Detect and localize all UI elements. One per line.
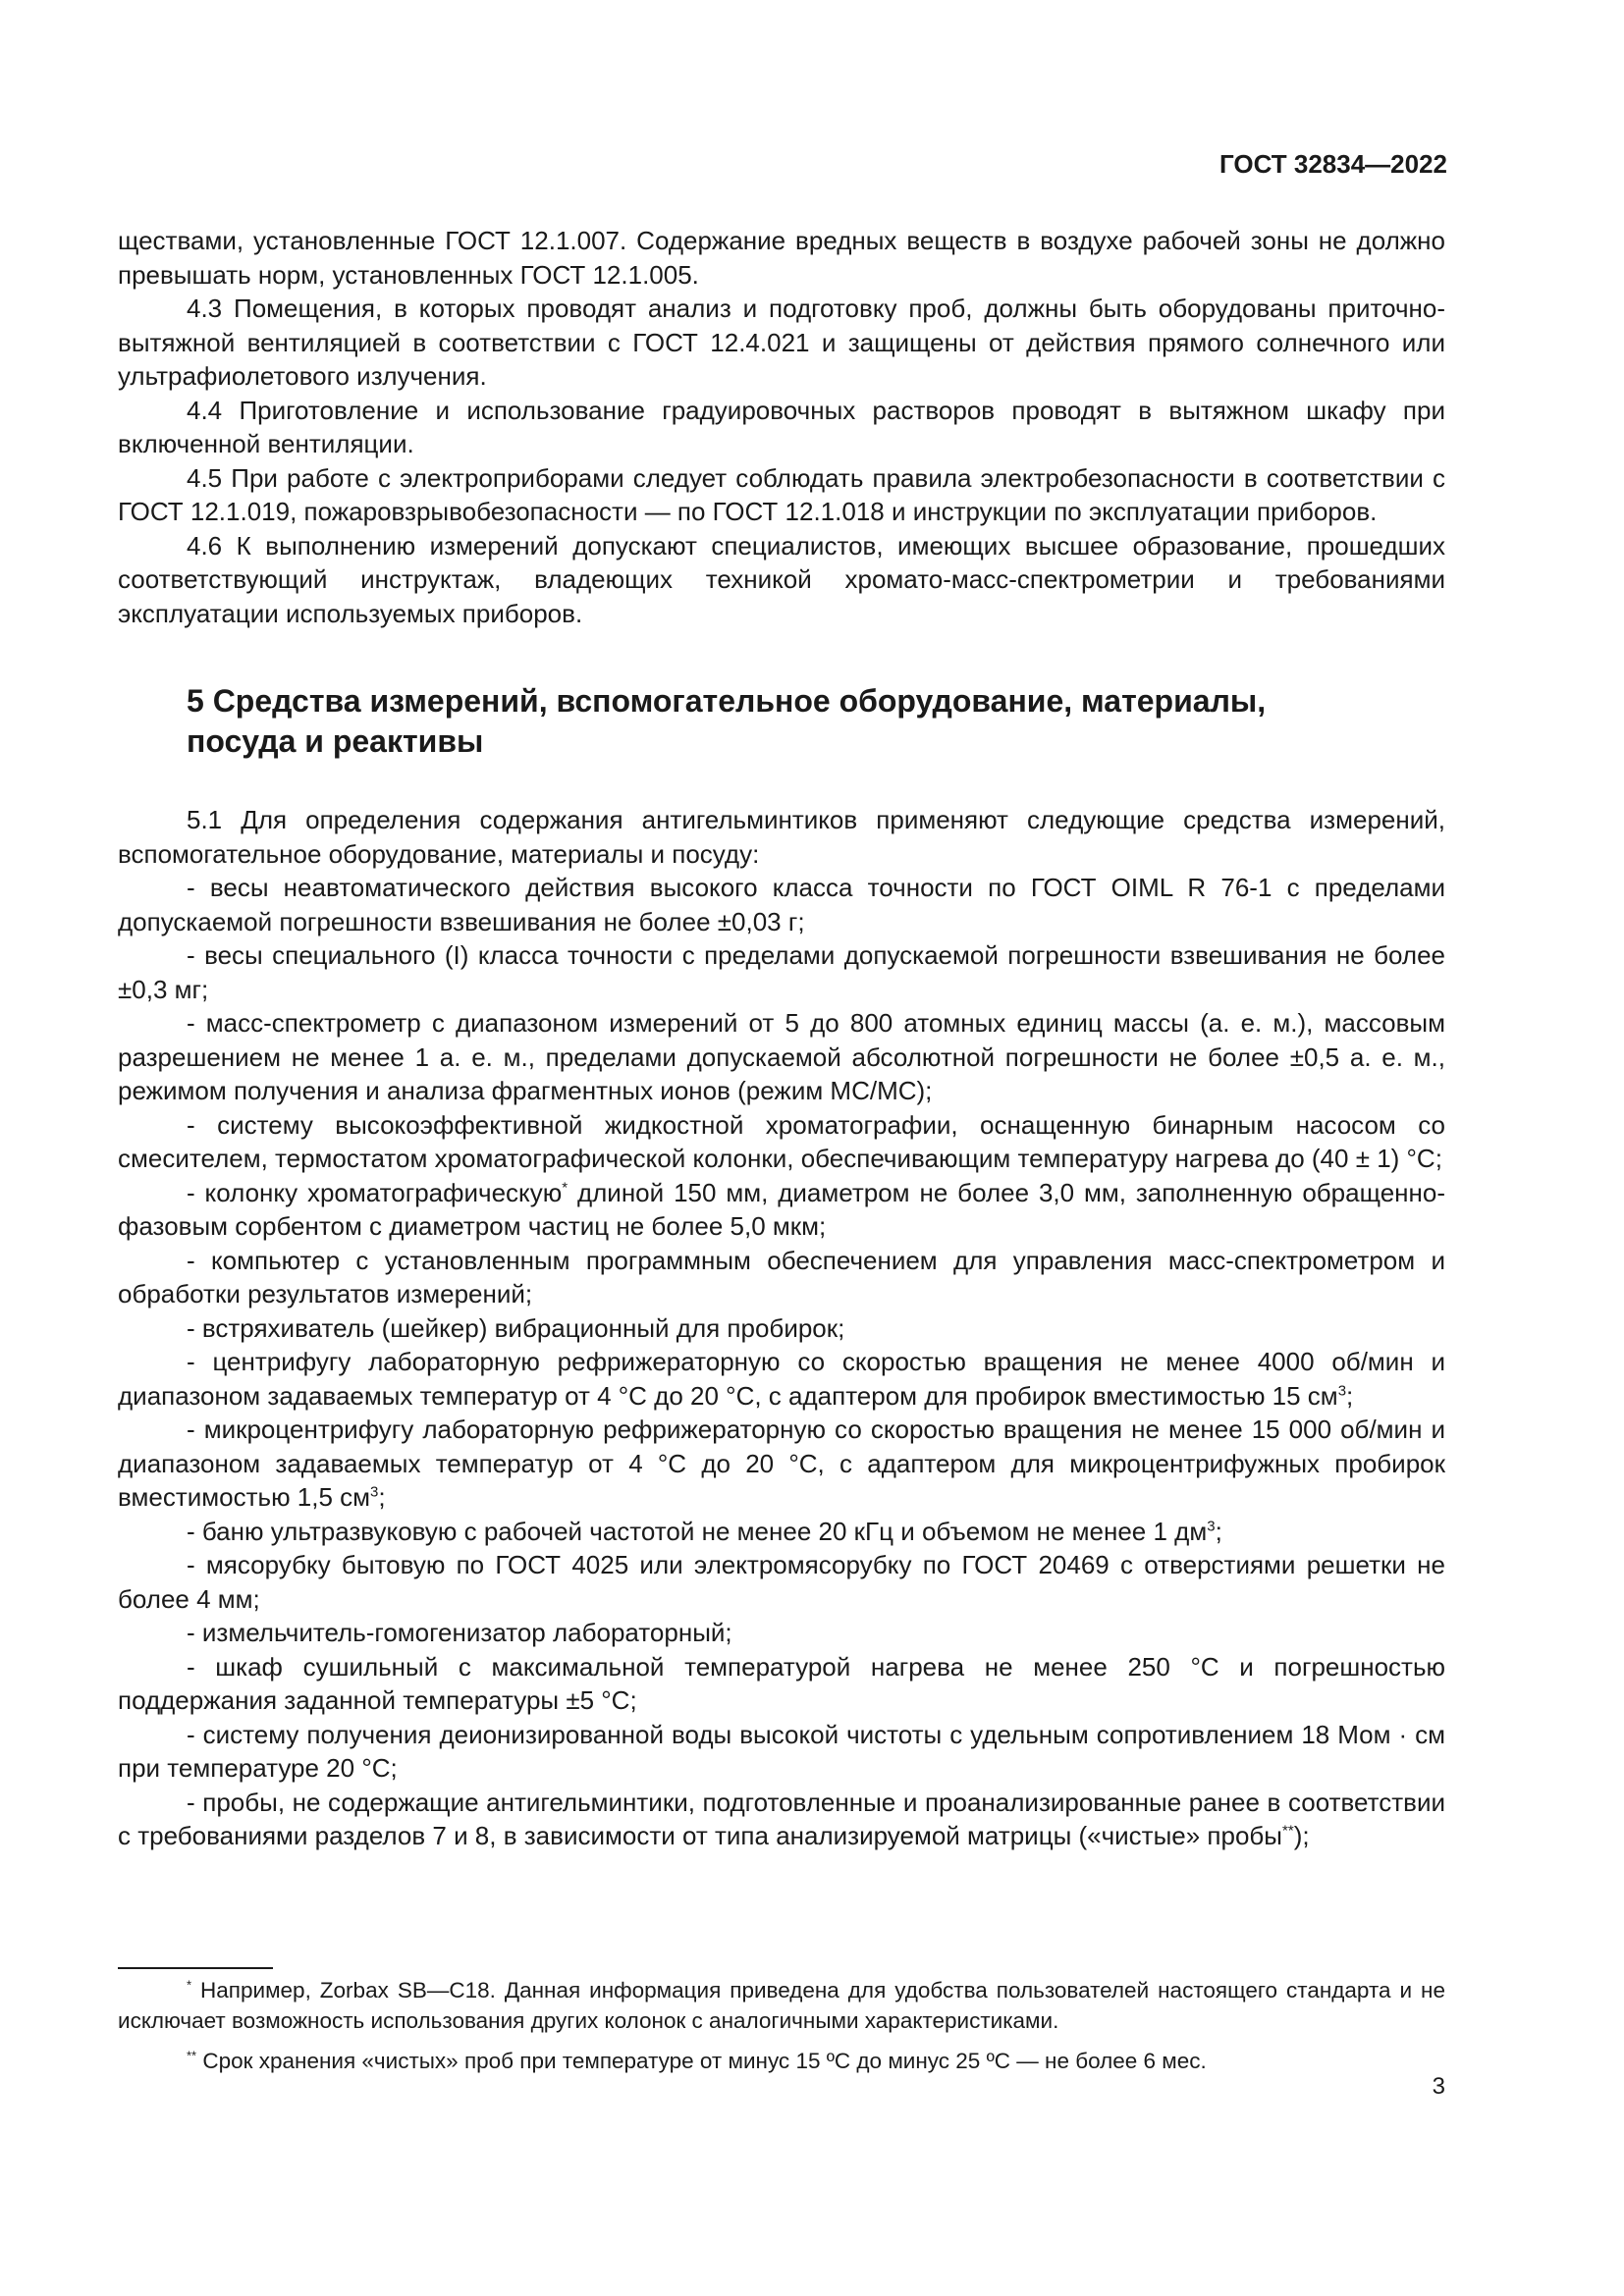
footnote-1 bbox=[118, 1975, 1445, 2036]
list-item-text: ; bbox=[1346, 1380, 1354, 1411]
list-item bbox=[118, 1345, 1445, 1413]
list-item: - масс-спектрометр с диапазоном измерений от 5 до 800 атомных единиц массы (а. е. м.), массовым разрешением не менее 1 а. е. м., пределами допускаемой абсолютной погрешности не более ±0,5 а. е. м., режимом получения и анализа фрагментных ионов (режим МС/МС); bbox=[118, 1008, 1445, 1105]
list-item: - весы специального (I) класса точности с пределами допускаемой погрешности взвешивания не более ±0,3 мг; bbox=[118, 940, 1445, 1004]
footnote-ref: ** bbox=[1282, 1822, 1294, 1840]
footnote-text: Срок хранения «чистых» проб при температуре от минус 15 ºС до минус 25 ºС — не более 6 мес. bbox=[196, 2049, 1207, 2073]
paragraph-4-4: 4.4 Приготовление и использование градуировочных растворов проводят в вытяжном шкафу при включенной вентиляции. bbox=[118, 395, 1445, 458]
footnote-separator bbox=[118, 1967, 273, 1969]
list-item-text: ; bbox=[1215, 1516, 1222, 1546]
paragraph-4-3: 4.3 Помещения, в которых проводят анализ и подготовку проб, должны быть оборудованы приточно-вытяжной вентиляцией в соответствии с ГОСТ 12.4.021 и защищены от действия прямого солнечного или ультрафиолетового излучения. bbox=[118, 294, 1445, 391]
list-item bbox=[118, 1786, 1445, 1853]
footnotes bbox=[118, 1975, 1445, 2086]
document-body bbox=[118, 224, 1445, 1853]
document-header: ГОСТ 32834—2022 bbox=[1219, 149, 1447, 179]
list-item-text: - центрифугу лабораторную рефрижераторную со скоростью вращения не менее 4000 об/мин и диапазоном задаваемых температур от 4 °С до 20 °С, с адаптером для пробирок вместимостью 15 см bbox=[118, 1347, 1445, 1411]
superscript: 3 bbox=[370, 1483, 379, 1501]
list-item bbox=[118, 1176, 1445, 1244]
page-number: 3 bbox=[1432, 2073, 1445, 2100]
list-item: - систему получения деионизированной воды высокой чистоты с удельным сопротивлением 18 Мом · см при температуре 20 °С; bbox=[118, 1719, 1445, 1783]
footnote-ref: * bbox=[562, 1178, 568, 1196]
superscript: 3 bbox=[1207, 1517, 1216, 1534]
list-item bbox=[118, 1515, 1445, 1549]
list-item: - измельчитель-гомогенизатор лабораторный; bbox=[187, 1618, 732, 1647]
list-item-text: - колонку хроматографическую bbox=[187, 1177, 563, 1207]
paragraph-continuation: ществами, установленные ГОСТ 12.1.007. Содержание вредных веществ в воздухе рабочей зоны не должно превышать норм, установленных ГОСТ 12.1.005. bbox=[118, 226, 1445, 290]
list-item: - встряхиватель (шейкер) вибрационный для пробирок; bbox=[187, 1312, 845, 1343]
list-item-text: ); bbox=[1293, 1821, 1310, 1850]
section-heading-line-1: 5 Средства измерений, вспомогательное оборудование, материалы, bbox=[187, 683, 1267, 719]
list-item: - мясорубку бытовую по ГОСТ 4025 или электромясорубку по ГОСТ 20469 с отверстиями решетки не более 4 мм; bbox=[118, 1550, 1445, 1614]
list-item: - весы неавтоматического действия высокого класса точности по ГОСТ OIML R 76-1 с пределами допускаемой погрешности взвешивания не более ±0,03 г; bbox=[118, 873, 1445, 936]
footnote-2 bbox=[118, 2046, 1445, 2076]
list-item-text: - баню ультразвуковую с рабочей частотой не менее 20 кГц и объемом не менее 1 дм bbox=[187, 1516, 1208, 1546]
superscript: 3 bbox=[1337, 1381, 1347, 1399]
paragraph-4-6: 4.6 К выполнению измерений допускают специалистов, имеющих высшее образование, прошедших соответствующий инструктаж, владеющих техникой хромато-масс-спектрометрии и требованиями эксплуатации используемых приборов. bbox=[118, 530, 1445, 628]
list-item bbox=[118, 1413, 1445, 1515]
list-item: - систему высокоэффективной жидкостной хроматографии, оснащенную бинарным насосом со смесителем, термостатом хроматографической колонки, обеспечивающим температуру нагрева до (40 ± 1) °С; bbox=[118, 1109, 1445, 1173]
list-item-text: - микроцентрифугу лабораторную рефрижераторную со скоростью вращения не менее 15 000 об/мин и диапазоном задаваемых температур от 4 °С до 20 °С, с адаптером для микроцентрифужных пробирок вместимостью 1,5 см bbox=[118, 1415, 1445, 1512]
list-item-text: ; bbox=[378, 1482, 386, 1512]
section-heading bbox=[118, 681, 1445, 762]
paragraph-4-5: 4.5 При работе с электроприборами следует соблюдать правила электробезопасности в соответствии с ГОСТ 12.1.019, пожаровзрывобезопасности — по ГОСТ 12.1.018 и инструкции по эксплуатации приборов. bbox=[118, 462, 1445, 526]
section-heading-line-2: посуда и реактивы bbox=[187, 723, 484, 759]
list-item: - шкаф сушильный с максимальной температурой нагрева не менее 250 °С и погрешностью поддержания заданной температуры ±5 °С; bbox=[118, 1651, 1445, 1715]
footnote-mark: ** bbox=[187, 2048, 197, 2063]
footnote-text: Например, Zorbax SB—C18. Данная информация приведена для удобства пользователей настоящего стандарта и не исключает возможность использования других колонок с аналогичными характеристиками. bbox=[118, 1978, 1445, 2033]
paragraph-5-1: 5.1 Для определения содержания антигельминтиков применяют следующие средства измерений, вспомогательное оборудование, материалы и посуду: bbox=[118, 805, 1445, 869]
list-item-text: - пробы, не содержащие антигельминтики, подготовленные и проанализированные ранее в соответствии с требованиями разделов 7 и 8, в зависимости от типа анализируемой матрицы («чистые» пробы bbox=[118, 1787, 1445, 1850]
footnote-mark: * bbox=[187, 1977, 192, 1993]
list-item-text: длиной 150 мм, диаметром не более 3,0 мм, заполненную обращенно-фазовым сорбентом с диаметром частиц не более 5,0 мкм; bbox=[118, 1177, 1445, 1241]
list-item: - компьютер с установленным программным обеспечением для управления масс-спектрометром и обработки результатов измерений; bbox=[118, 1245, 1445, 1308]
